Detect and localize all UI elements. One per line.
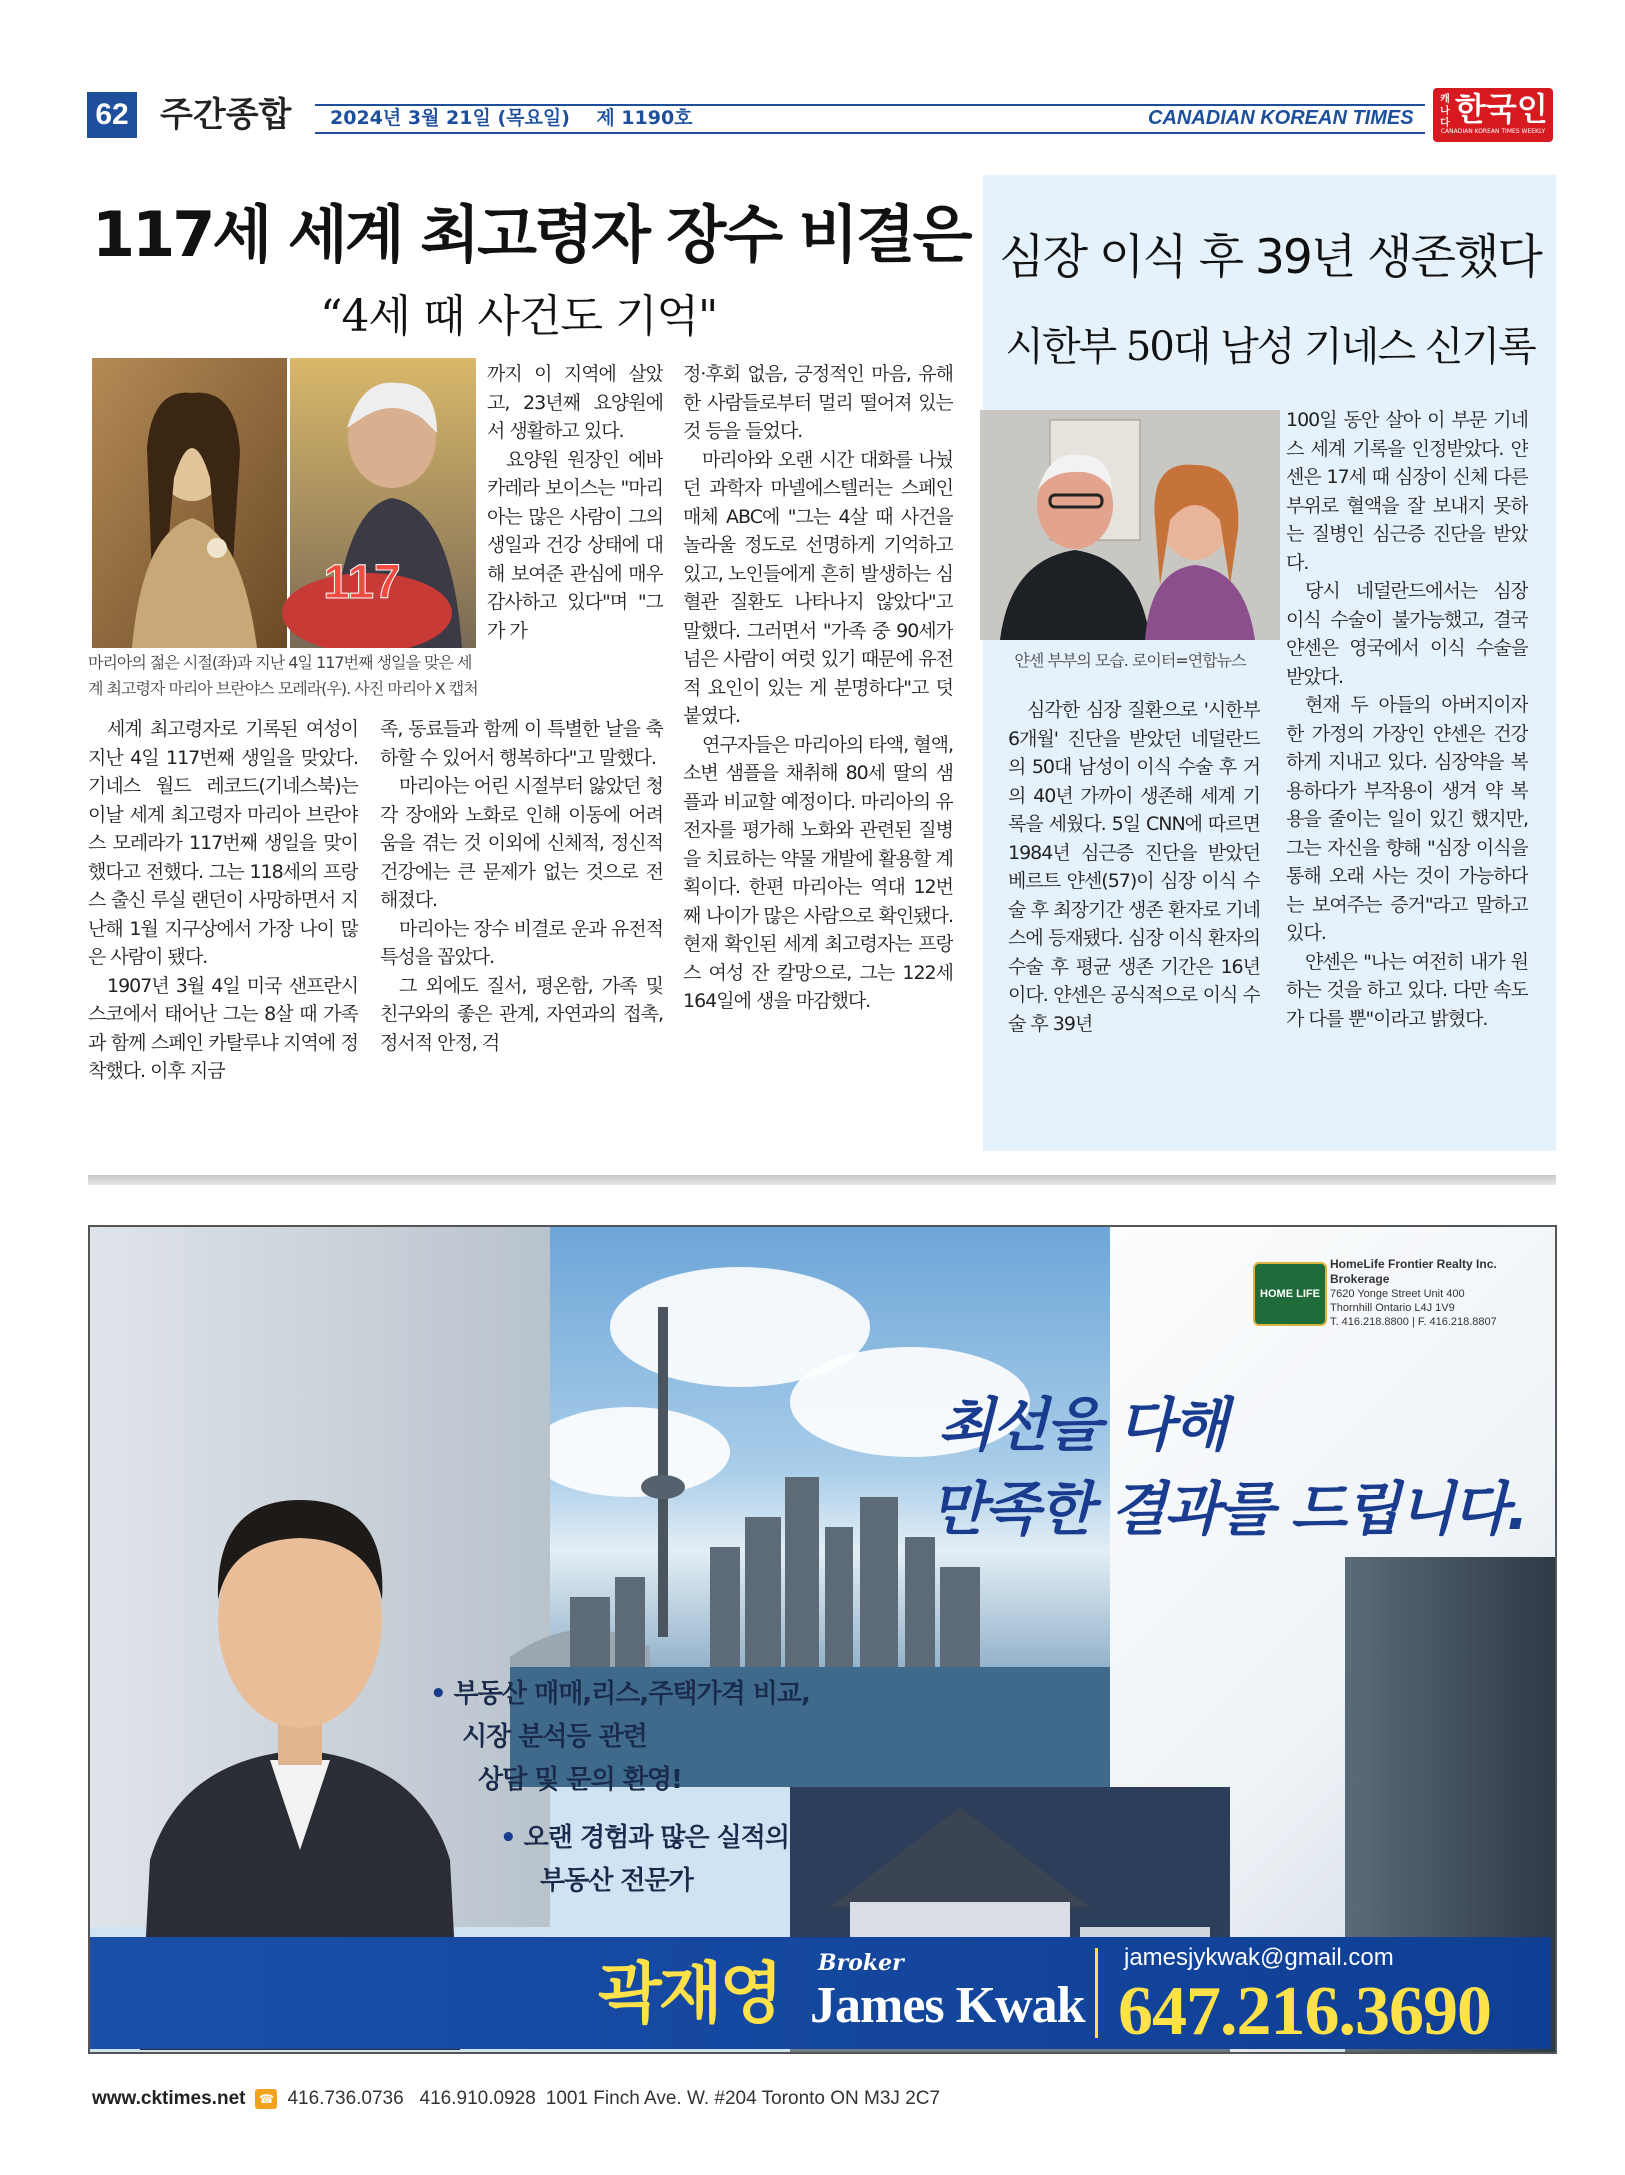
paragraph: 마리아는 장수 비결로 운과 유전적 특성을 꼽았다. [380, 917, 663, 968]
section-title: 주간종합 [160, 95, 292, 135]
paragraph: 마리아는 어린 시절부터 앓았던 청각 장애와 노화로 인해 이동에 어려움을 겪는 것 이외에 신체적, 정신적 건강에는 큰 문제가 없는 것으로 전해졌다. [380, 775, 663, 911]
article-left-column-1 [88, 715, 358, 1125]
section-divider [88, 1175, 1556, 1185]
realty-info [1330, 1257, 1540, 1329]
article-left-subtitle: “4세 때 사건도 기억" [320, 291, 718, 342]
article-right-column-1 [1008, 696, 1260, 1116]
cn-tower-shaft [658, 1307, 668, 1637]
paragraph: 100일 동안 살아 이 부문 기네스 세계 기록을 인정받았다. 얀센은 17세 때 심장이 신체 다른 부위로 혈액을 잘 보내지 못하는 질병인 심근증 진단을 받았다. [1286, 409, 1528, 574]
broker-name-english: James Kwak [810, 1977, 1085, 2034]
paragraph: 까지 이 지역에 살았고, 23년째 요양원에서 생활하고 있다. [487, 363, 663, 442]
ad-bullet-2-line-2: 부동산 전문가 [540, 1866, 693, 1896]
phone-icon: ☎ [255, 2089, 277, 2109]
paper-logo [1433, 88, 1553, 142]
paragraph: 세계 최고령자로 기록된 여성이 지난 4일 117번째 생일을 맞았다. 기네스 월드 레코드(기네스북)는 이날 세계 최고령자 마리아 브란야스 모레라가 117번째 생일을 맞이했다고 전했다. 그는 118세의 프랑스 출신 루실 랜던이 사망하면서 지난해 1월 지구상에서 가장 나이 많은 사람이 됐다. [88, 718, 358, 968]
cn-tower-pod [641, 1475, 685, 1499]
logo-big-text: 한국인 [1455, 90, 1548, 128]
ad-headline-2: 만족한 결과를 드립니다. [930, 1475, 1527, 1543]
paragraph: 현재 두 아들의 아버지이자 한 가정의 가장인 얀센은 건강하게 지내고 있다. 심장약을 복용하다가 부작용이 생겨 약 복용을 줄이는 일이 있긴 했지만, 그는 자신을 향해 "심장 이식을 통해 오래 사는 것이 가능하다는 보여주는 증거"라고 말하고 있다. [1286, 694, 1528, 944]
paragraph: 마리아와 오랜 시간 대화를 나눴던 과학자 마넬에스텔러는 스페인 매체 ABC에 "그는 4살 때 사건을 놀라울 정도로 선명하게 기억하고 있고, 노인들에게 흔히 발생하는 심혈관 질환도 나타나지 않았다"고 말했다. 그러면서 "가족 중 90세가 넘은 사람이 여럿 있기 때문에 유전적 요인이 있는 게 분명하다"고 덧붙였다. [683, 448, 953, 727]
realty-phone: T. 416.218.8800 | F. 416.218.8807 [1330, 1316, 1497, 1328]
contact-separator [1095, 1948, 1098, 2038]
article-right-photo [980, 410, 1280, 640]
column-2-top [487, 360, 663, 715]
realty-name: HomeLife Frontier Realty Inc. Brokerage [1330, 1257, 1497, 1286]
cake-candle-number: 117 [323, 556, 401, 609]
paragraph: 정·후회 없음, 긍정적인 마음, 유해한 사람들로부터 멀리 떨어져 있는 것 등을 들었다. [683, 363, 953, 442]
ad-headline-1: 최선을 다해 [938, 1391, 1227, 1459]
paragraph: 연구자들은 마리아의 타액, 혈액, 소변 샘플을 채취해 80세 딸의 샘플과 비교할 예정이다. 마리아의 유전자를 평가해 노화와 관련된 질병을 치료하는 약물 개발에 활용할 계획이다. 한편 마리아는 역대 12번째 나이가 많은 사람으로 확인됐다. 현재 확인된 세계 최고령자는 프랑스 여성 잔 칼망으로, 그는 122세 164일에 생을 마감했다. [683, 733, 953, 1012]
ad-bullet-1-line-2: 시장 분석등 관련 [462, 1722, 647, 1752]
paragraph: 요양원 원장인 에바 카레라 보이스는 "마리아는 많은 사람이 그의 생일과 건강 상태에 대해 보여준 관심에 매우 감사하고 있다"며 "그가 가 [487, 448, 663, 642]
realty-address-2: Thornhill Ontario L4J 1V9 [1330, 1302, 1455, 1314]
bullet-text: 오랜 경험과 많은 실적의 [523, 1823, 789, 1853]
broker-name-korean: 곽재영 [598, 1955, 781, 2032]
page-footer [92, 2088, 940, 2110]
logo-tagline: CANADIAN KOREAN TIMES WEEKLY [1440, 128, 1546, 135]
issue-date: 2024년 3월 21일 (목요일) 제 1190호 [330, 107, 693, 129]
bullet-icon: • [430, 1679, 454, 1709]
ad-bullet-2 [500, 1817, 789, 1859]
footer-address: 1001 Finch Ave. W. #204 Toronto ON M3J 2C7 [545, 2088, 941, 2109]
article-right-caption: 얀센 부부의 모습. 로이터=연합뉴스 [1014, 651, 1246, 670]
homelife-badge-icon: HOME LIFE [1253, 1262, 1327, 1326]
paper-name: CANADIAN KOREAN TIMES [1148, 107, 1414, 129]
ad-bullet-1 [430, 1673, 810, 1715]
paragraph: 족, 동료들과 함께 이 특별한 날을 축하할 수 있어서 행복하다"고 말했다. [380, 718, 663, 769]
broker-title: Broker [818, 1950, 904, 1976]
bullet-icon: • [500, 1823, 524, 1853]
page-number: 62 [87, 92, 137, 138]
paragraph: 심각한 심장 질환으로 '시한부 6개월' 진단을 받았던 네덜란드의 50대 남성이 이식 수술 후 거의 40년 가까이 생존해 세계 기록을 세웠다. 5일 CNN에 따르면 1984년 심근증 진단을 받았던 베르트 얀센(57)이 심장 이식 수술 후 최장기간 생존 환자로 기네스에 등재됐다. 심장 이식 환자의 수술 후 평균 생존 기간은 16년이다. 얀센은 공식적으로 이식 수술 후 39년 [1008, 699, 1260, 1035]
paragraph: 그 외에도 질서, 평온함, 가족 및 친구와의 좋은 관계, 자연과의 접촉, 정서적 안정, 걱 [380, 974, 663, 1054]
realty-address-1: 7620 Yonge Street Unit 400 [1330, 1288, 1465, 1300]
article-right-subtitle: 시한부 50대 남성 기네스 신기록 [1005, 324, 1535, 370]
broker-phone[interactable]: 647.216.3690 [1118, 1973, 1491, 2050]
article-left-column-2 [380, 360, 663, 1125]
article-left-caption: 마리아의 젊은 시절(좌)과 지난 4일 117번째 생일을 맞은 세계 최고령자 마리아 브란야스 모레라(우). 사진 마리아 X 캡처 [88, 653, 478, 698]
dress-flower [207, 538, 227, 558]
article-right-title: 심장 이식 후 39년 생존했다 [999, 230, 1541, 285]
paragraph: 당시 네덜란드에서는 심장 이식 수술이 불가능했고, 결국 얀센은 영국에서 이식 수술을 받았다. [1286, 580, 1528, 688]
article-left-column-3 [683, 360, 953, 1125]
city-towers [570, 1477, 980, 1667]
broker-email[interactable]: jamesjykwak@gmail.com [1124, 1944, 1394, 1971]
article-right-column-2 [1286, 406, 1528, 1116]
article-left-title: 117세 세계 최고령자 장수 비결은 [92, 198, 970, 271]
bullet-text: 부동산 매매,리스,주택가격 비교, [453, 1679, 810, 1709]
footer-phones: 416.736.0736 416.910.0928 [287, 2088, 536, 2109]
paragraph: 1907년 3월 4일 미국 샌프란시스코에서 태어난 그는 8살 때 가족과 함께 스페인 카탈루냐 지역에 정착했다. 이후 지금 [88, 974, 358, 1082]
ad-bullet-1-line-3: 상담 및 문의 환영! [478, 1765, 682, 1795]
footer-website[interactable]: www.cktimes.net [92, 2088, 246, 2109]
logo-small-text: 캐나다 [1440, 94, 1450, 129]
paragraph: 얀센은 "나는 여전히 내가 원하는 것을 하고 있다. 다만 속도가 다를 뿐"이라고 밝혔다. [1286, 950, 1528, 1030]
